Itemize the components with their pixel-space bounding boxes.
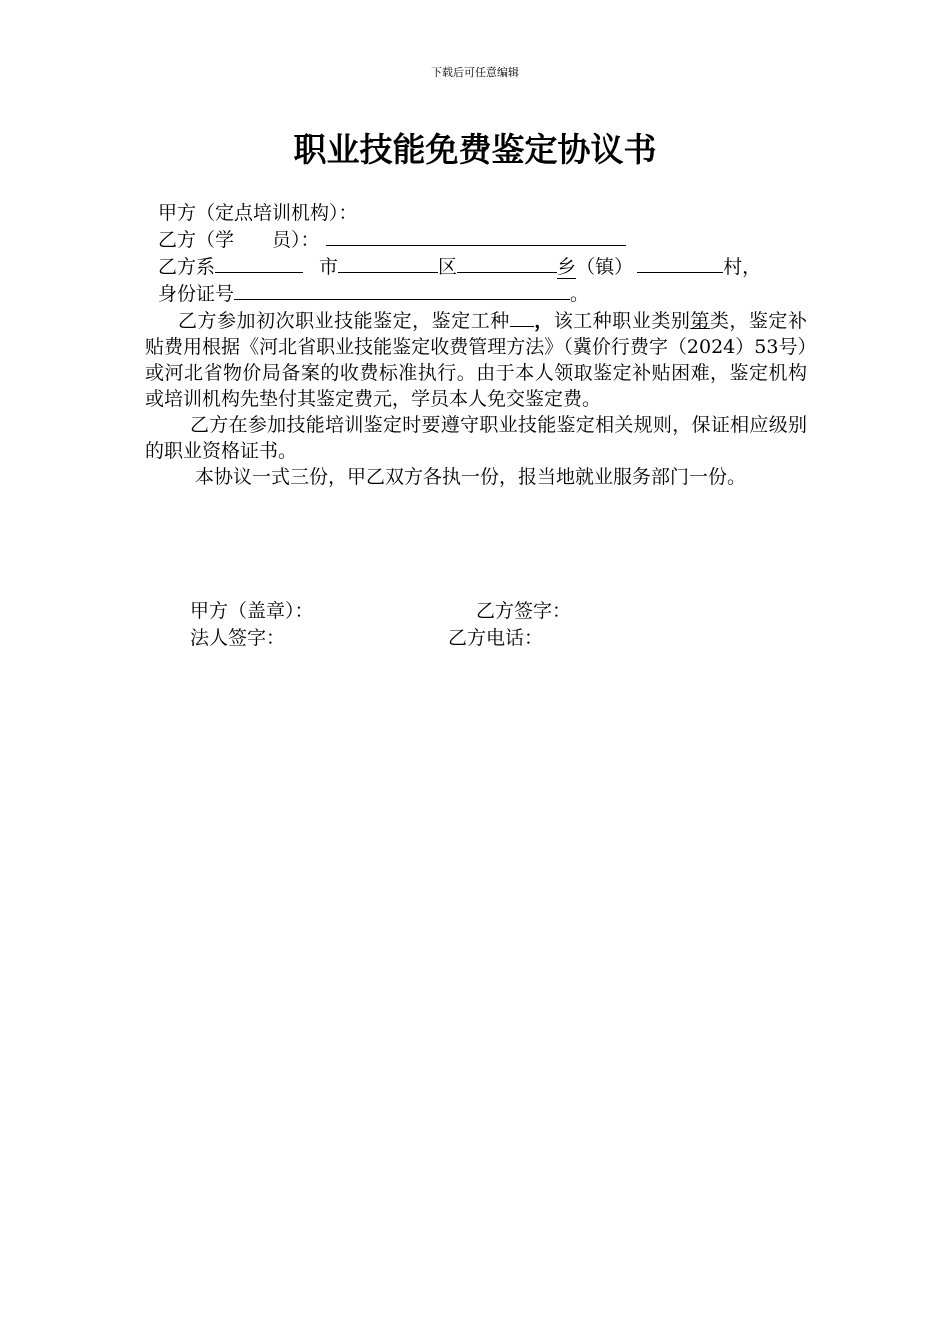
party-b-from-label: 乙方系 [158, 256, 216, 278]
para1-part-b: ， [533, 310, 554, 332]
paragraph-copies: 本协议一式三份，甲乙双方各执一份，报当地就业服务部门一份。 [195, 466, 747, 488]
party-b-name-field[interactable] [326, 226, 626, 246]
para1-part-c: 该工种职业类别 [553, 310, 691, 332]
party-b-label: 乙方（学 员）： [158, 229, 320, 251]
township-field[interactable] [637, 253, 723, 273]
party-a-line: 甲方（定点培训机构）： [158, 202, 358, 224]
township-suffix-label: （镇） [576, 256, 634, 278]
id-number-label: 身份证号 [158, 283, 235, 305]
party-b-signature-label: 乙方签字： [476, 600, 572, 622]
district-label: 区 [438, 256, 458, 278]
para1-part-d: 第 [690, 310, 710, 332]
village-label: 村， [723, 256, 762, 278]
document-title: 职业技能免费鉴定协议书 [293, 130, 657, 169]
para1-part-e: 类，鉴定补贴费用根据《河北省职业技能鉴定收费管理方法》（冀价行费字（2024）53号）或河北省物价局备案的收费标准执行。由于本人领取鉴定补贴困难，鉴定机构或培训机构先垫付其鉴定费元，学员本人免交鉴定费。 [145, 310, 807, 410]
job-type-field[interactable] [510, 307, 534, 327]
header-note: 下载后可任意编辑 [431, 66, 519, 79]
city-field[interactable] [338, 253, 438, 273]
party-b-address-line [145, 253, 807, 280]
id-number-field[interactable] [234, 280, 570, 300]
para1-part-a: 乙方参加初次职业技能鉴定，鉴定工种 [178, 310, 510, 332]
id-number-line [145, 280, 807, 307]
agreement-body [145, 200, 807, 490]
township-label: 乡 [557, 256, 577, 278]
party-a-seal-label: 甲方（盖章）： [190, 600, 314, 622]
province-field[interactable] [215, 253, 303, 273]
paragraph-rules: 乙方在参加技能培训鉴定时要遵守职业技能鉴定相关规则，保证相应级别的职业资格证书。 [145, 414, 807, 462]
id-number-end: 。 [570, 283, 590, 305]
city-label: 市 [319, 256, 339, 278]
party-b-line [145, 226, 807, 253]
paragraph-appraisal-terms [145, 307, 807, 412]
party-b-phone-label: 乙方电话： [448, 627, 544, 649]
district-field[interactable] [457, 253, 557, 273]
legal-rep-signature-label: 法人签字： [190, 627, 286, 649]
